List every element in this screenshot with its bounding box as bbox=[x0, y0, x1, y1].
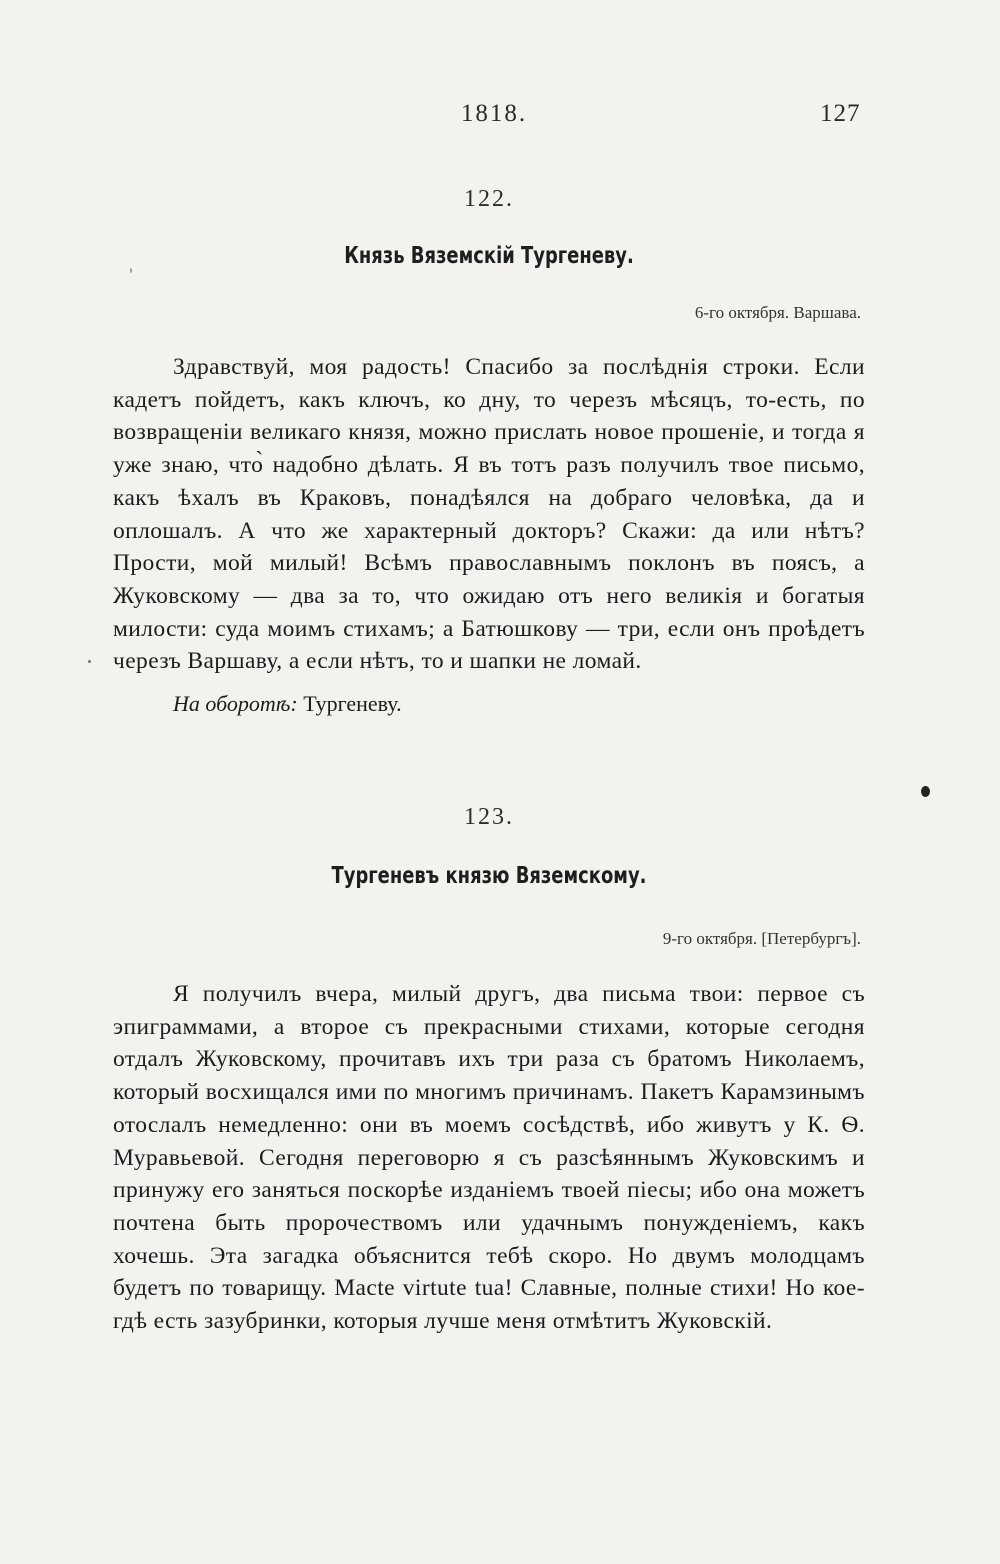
letter-123 bbox=[113, 800, 865, 1338]
ink-speck bbox=[130, 268, 132, 273]
letter-heading: Князь Вяземскій Тургеневу. bbox=[344, 243, 634, 269]
note-text: Тургеневу. bbox=[297, 691, 402, 717]
letter-dateline: 6-го октября. Варшава. bbox=[694, 303, 861, 322]
letter-number: 123. bbox=[464, 804, 514, 830]
letter-body: Я получилъ вчера, милый другъ, два письма твои: первое съ эпиграммами, а второе съ прекрасными стихами, которые сегодня отдалъ Жуковскому, прочитавъ ихъ три раза съ братомъ Николаемъ, который восхищался ими по многимъ причинамъ. Пакетъ Карамзинымъ отослалъ немедленно: они въ моемъ сосѣдствѣ, ибо живутъ у К. Ѳ. Муравьевой. Сегодня переговорю я съ разсѣяннымъ Жуковскимъ и принужу его заняться поскорѣе изданіемъ твоей піесы; ибо она можетъ почтена быть пророчествомъ или удачнымъ понужденіемъ, какъ хочешь. Эта загадка объяснится тебѣ скоро. Но двумъ молодцамъ будетъ по товарищу. Macte virtute tua! Славные, полные стихи! Но кое-гдѣ есть зазубринки, которыя лучше меня отмѣтитъ Жуковскій. bbox=[113, 981, 865, 1335]
letter-address-note bbox=[113, 688, 865, 720]
ink-speck bbox=[921, 786, 930, 797]
page-number: 127 bbox=[820, 100, 861, 127]
letter-dateline: 9-го октября. [Петербургъ]. bbox=[662, 929, 861, 948]
ink-speck bbox=[88, 660, 91, 663]
letter-heading: Тургеневъ князю Вяземскому. bbox=[331, 863, 647, 889]
letter-122 bbox=[113, 182, 865, 720]
running-header-year: 1818. bbox=[460, 100, 528, 127]
letter-body: Здравствуй, моя радость! Спасибо за послѣднія строки. Если кадетъ пойдетъ, какъ ключъ, ко дну, то черезъ мѣсяцъ, то-есть, по возвращеніи великаго князя, можно прислать новое прошеніе, и тогда я уже знаю, что̀ надобно дѣлать. Я въ тотъ разъ получилъ твое письмо, какъ ѣхалъ въ Краковъ, понадѣялся на добраго человѣка, да и оплошалъ. А что же характерный докторъ? Скажи: да или нѣтъ? Прости, мой милый! Всѣмъ православнымъ поклонъ въ поясъ, а Жуковскому — два за то, что ожидаю отъ него великія и богатыя милости: суда моимъ стихамъ; а Батюшкову — три, если онъ проѣдетъ черезъ Варшаву, а если нѣтъ, то и шапки не ломай. bbox=[113, 354, 865, 675]
letter-number: 122. bbox=[464, 186, 514, 212]
note-label: На оборотѣ: bbox=[173, 691, 298, 717]
